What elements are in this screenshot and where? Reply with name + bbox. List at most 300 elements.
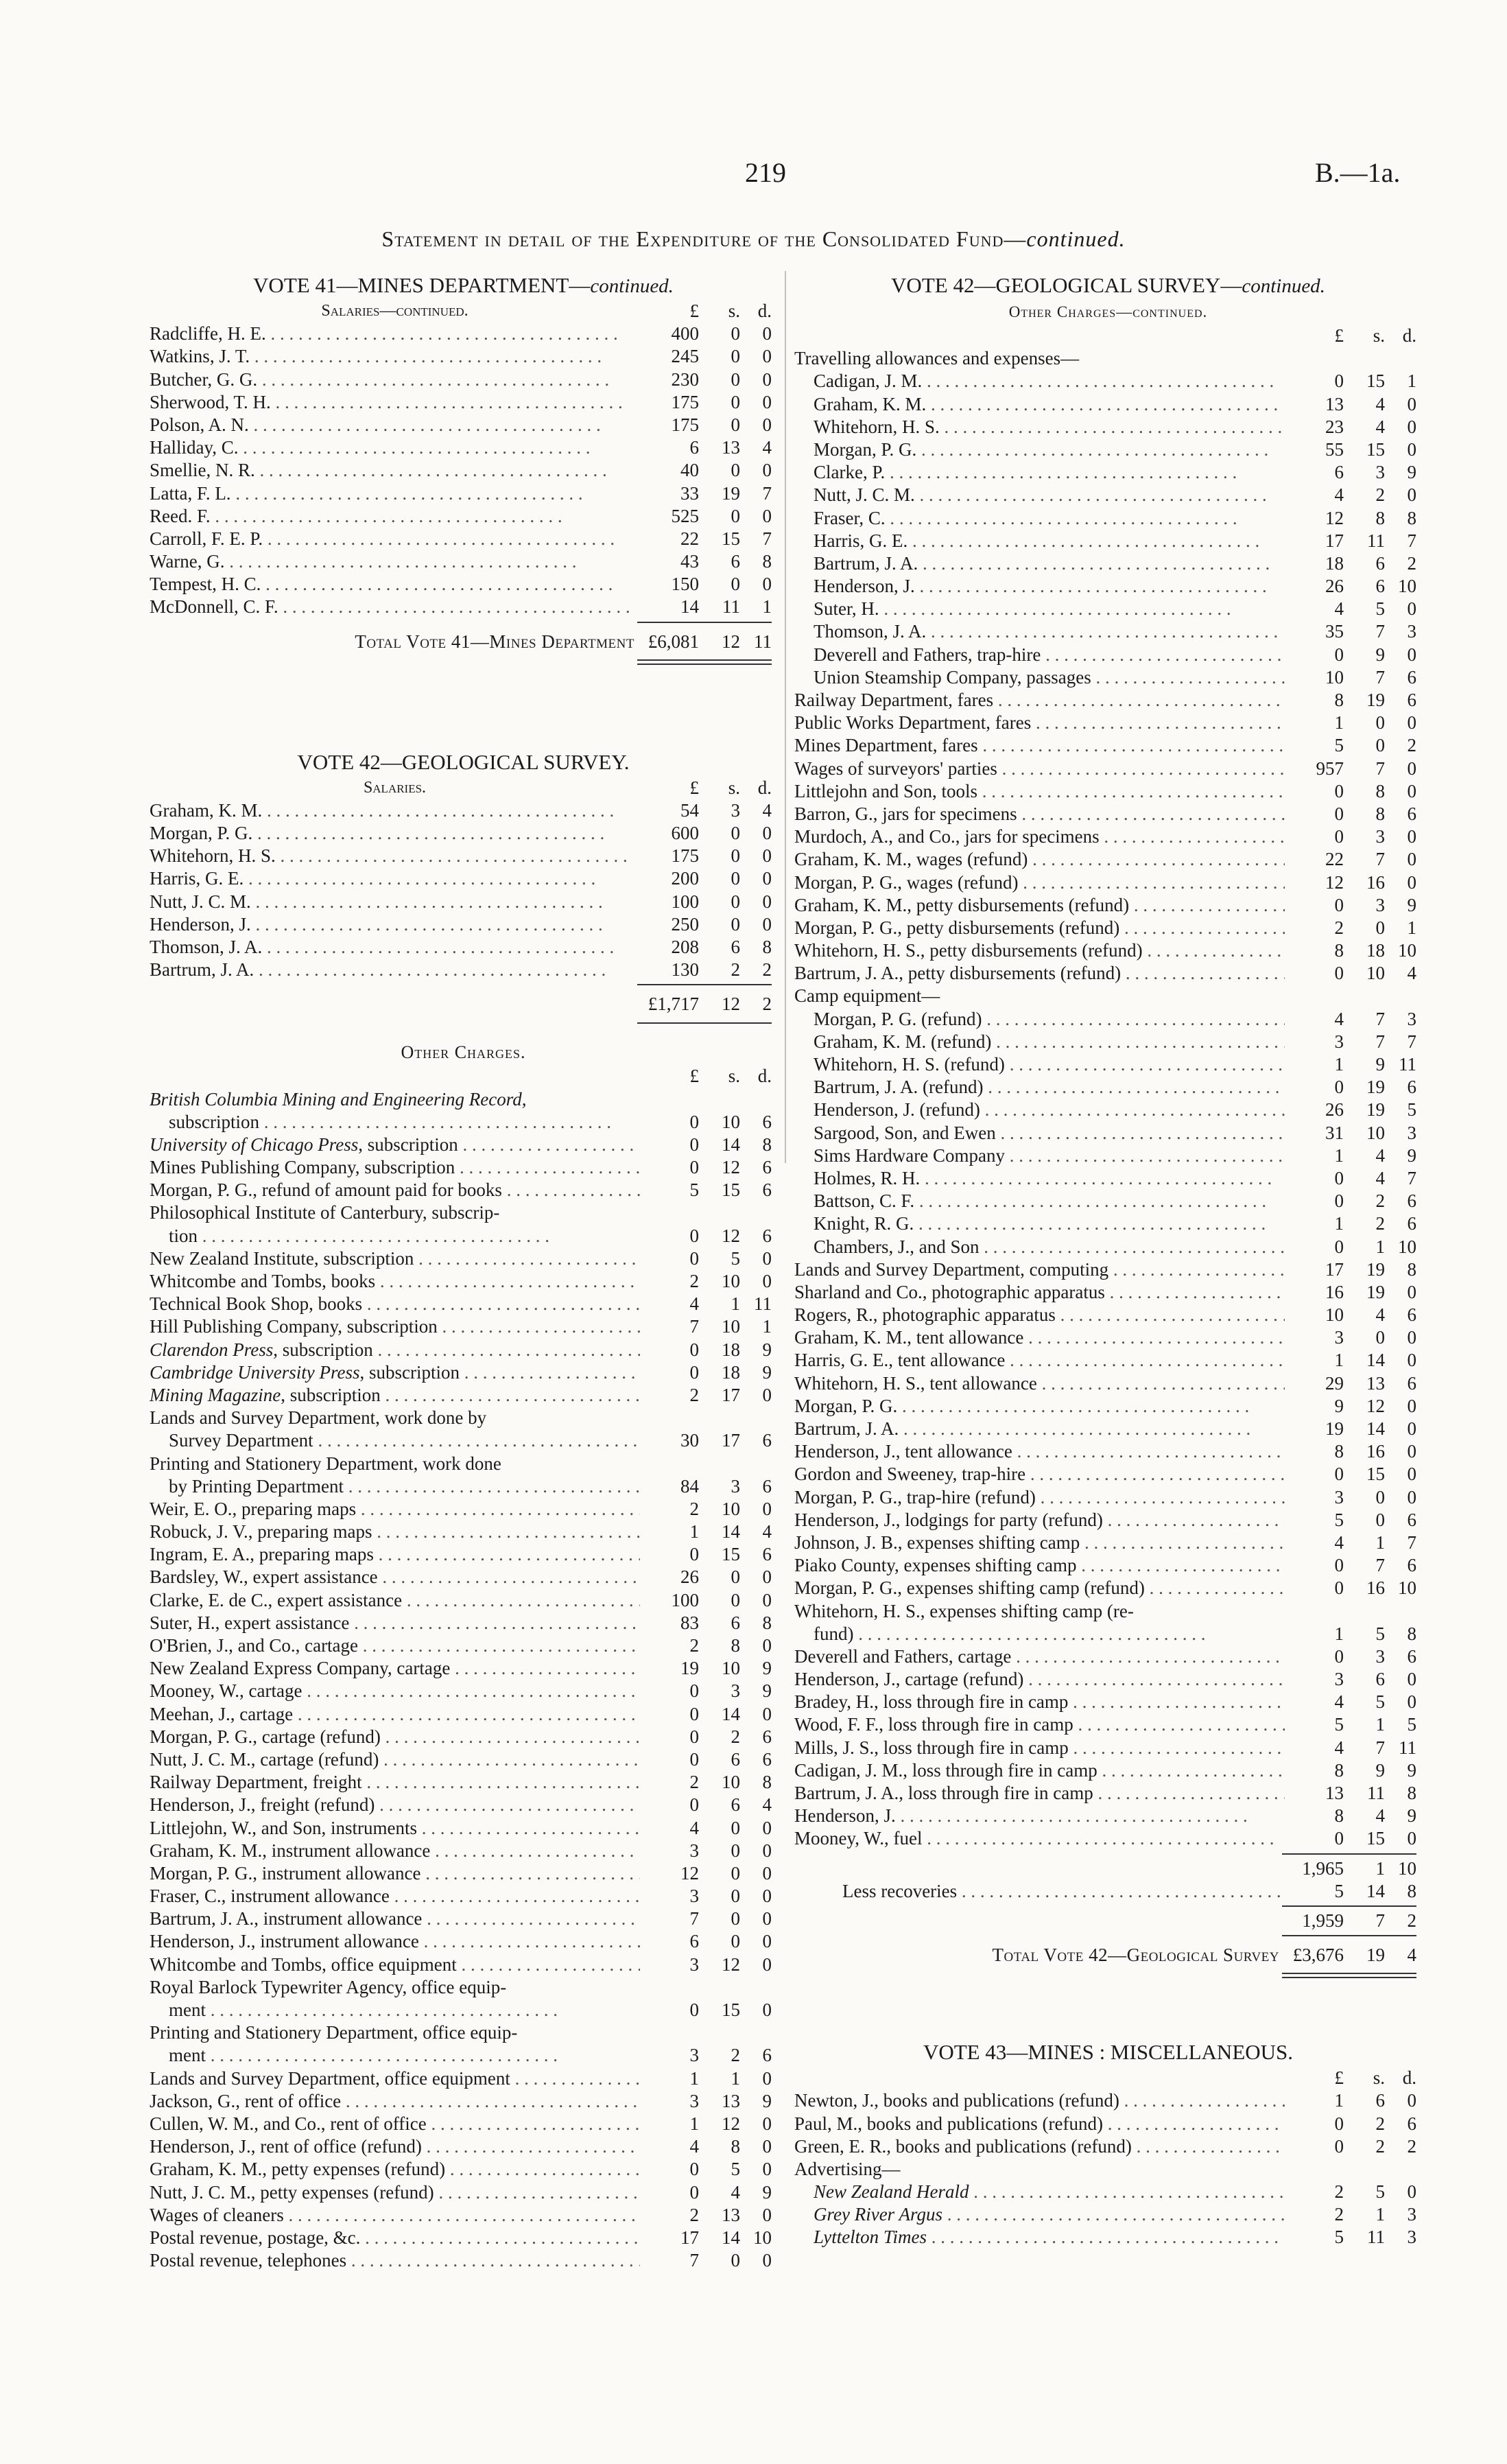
row-label (794, 848, 1285, 871)
row-pence: 0 (1407, 849, 1416, 870)
row-amount (1285, 712, 1416, 734)
table-row (794, 689, 1422, 712)
row-label (814, 370, 1285, 392)
row-amount (640, 573, 772, 596)
gross-pounds: 1,965 (1302, 1857, 1344, 1879)
row-pounds: 54 (680, 799, 699, 821)
row-name: Deverell and Fathers, trap-hire (814, 644, 1041, 665)
row-amount (640, 936, 772, 959)
row-label (814, 507, 1285, 530)
row-pounds: 10 (1325, 1304, 1344, 1326)
vote42-salary-rows (150, 799, 777, 982)
row-shillings: 0 (731, 868, 740, 889)
row-shillings: 13 (1366, 1372, 1385, 1394)
row-pounds: 2 (1334, 2181, 1344, 2203)
row-label (150, 2135, 640, 2158)
row-pounds: 0 (689, 1794, 699, 1816)
row-pence: 0 (1407, 1441, 1416, 1462)
row-amount (640, 2158, 772, 2181)
row-pence: 0 (762, 574, 772, 595)
table-row (794, 1668, 1422, 1691)
right-column (794, 271, 1422, 2249)
table-row (794, 1713, 1422, 1736)
row-name: New Zealand Express Company, cartage (150, 1658, 451, 1679)
row-pence: 0 (762, 1862, 772, 1884)
row-name: Chambers, J., and Son (814, 1236, 980, 1257)
row-pounds: 0 (689, 1339, 699, 1360)
row-amount (1285, 1326, 1416, 1349)
vote42-total-amount (1285, 1939, 1416, 1971)
shillings-heading: s. (1373, 325, 1385, 346)
row-pounds: 100 (671, 1589, 699, 1610)
table-row (150, 2067, 777, 2090)
pounds-heading: £ (1334, 2067, 1344, 2089)
row-pounds: 26 (1325, 1099, 1344, 1120)
row-label (150, 959, 640, 981)
row-shillings: 6 (731, 1748, 740, 1770)
row-amount (1285, 1827, 1416, 1850)
row-pence: 0 (762, 1999, 772, 2020)
row-amount (1285, 962, 1416, 985)
row-pence: 5 (1407, 1714, 1416, 1735)
row-shillings: 3 (1375, 1645, 1385, 1667)
row-label (150, 596, 640, 618)
row-shillings: 10 (722, 1111, 740, 1132)
row-pounds: 8 (1334, 1441, 1344, 1462)
row-label (794, 1805, 1285, 1827)
row-pence: 10 (1398, 940, 1416, 961)
row-pounds: 175 (671, 414, 699, 435)
row-pounds: 8 (1334, 1805, 1344, 1827)
row-label (814, 484, 1285, 506)
row-pence: 6 (762, 1430, 772, 1451)
net-shillings: 7 (1375, 1910, 1385, 1931)
row-pence: 6 (1407, 1555, 1416, 1576)
row-shillings: 6 (1375, 576, 1385, 597)
row-name: Morgan, P. G., petty disbursements (refund) (794, 917, 1120, 938)
row-name: Hill Publishing Company, subscription (150, 1316, 438, 1337)
row-pence: 0 (762, 1886, 772, 1907)
row-name: tion (169, 1225, 198, 1246)
row-amount (640, 2227, 772, 2249)
row-label (794, 871, 1285, 894)
table-row (150, 2090, 777, 2113)
row-pounds: 14 (680, 596, 699, 618)
net-rule-bottom (794, 1932, 1422, 1939)
row-label (794, 2113, 1285, 2135)
row-pounds: 1 (1334, 1145, 1344, 1166)
row-name: Thomson, J. A. (150, 936, 263, 957)
row-label (150, 414, 640, 436)
row-amount (1285, 917, 1416, 939)
row-shillings: 3 (731, 1475, 740, 1497)
row-pounds: 3 (689, 1886, 699, 1907)
row-pence: 0 (1407, 712, 1416, 734)
row-label (150, 891, 640, 913)
row-name: Advertising— (794, 2158, 901, 2179)
subtotal-amount (640, 988, 772, 1020)
row-label (794, 2135, 1285, 2158)
table-row (150, 1976, 777, 1999)
row-pounds: 12 (1325, 871, 1344, 893)
table-row (150, 528, 777, 550)
row-amount (1285, 484, 1416, 506)
row-name: Radcliffe, H. E. (150, 323, 266, 344)
row-pounds: 6 (689, 1931, 699, 1952)
row-pence: 2 (1407, 2135, 1416, 2157)
row-pounds: 0 (1334, 1828, 1344, 1849)
row-shillings: 19 (722, 482, 740, 504)
row-pounds: 400 (671, 323, 699, 344)
row-label (150, 1179, 640, 1201)
table-row (150, 322, 777, 345)
row-label (814, 1212, 1285, 1235)
row-amount (640, 1589, 772, 1612)
table-row (794, 644, 1422, 666)
row-shillings: 3 (1375, 894, 1385, 915)
vote43-rows (794, 2089, 1422, 2249)
row-label (794, 758, 1285, 780)
row-name: Bartrum, J. A. (814, 552, 918, 574)
row-amount (1285, 1008, 1416, 1031)
row-pounds: 10 (1325, 666, 1344, 688)
row-name: Harris, G. E., tent allowance (794, 1350, 1006, 1371)
row-amount (640, 1361, 772, 1384)
row-label (169, 1225, 640, 1247)
row-pounds: 0 (1334, 1555, 1344, 1576)
row-label (150, 1543, 640, 1566)
row-name: Littlejohn, W., and Son, instruments (150, 1817, 417, 1838)
shillings-heading: s. (728, 1066, 740, 1087)
row-name: Graham, K. M., petty expenses (refund) (150, 2159, 446, 2180)
row-amount (1285, 1053, 1416, 1076)
row-name: Butcher, G. G. (150, 368, 258, 390)
row-name: Whitehorn, H. S. (refund) (814, 1054, 1005, 1075)
row-name: Morgan, P. G. (refund) (814, 1008, 982, 1029)
row-name: Carroll, F. E. P. (150, 528, 263, 549)
row-pence: 0 (1407, 2090, 1416, 2111)
table-row (794, 1053, 1422, 1076)
lsd-heading (640, 300, 772, 322)
row-label (814, 1236, 1285, 1258)
table-row (150, 1908, 777, 1930)
row-pence: 0 (1407, 1395, 1416, 1416)
table-row (150, 459, 777, 482)
row-shillings: 3 (1375, 462, 1385, 483)
row-name: Gordon and Sweeney, trap-hire (794, 1464, 1026, 1485)
row-name: Survey Department (169, 1430, 313, 1451)
row-amount (1285, 666, 1416, 689)
row-shillings: 5 (1375, 1623, 1385, 1644)
table-row (150, 1498, 777, 1521)
row-shillings: 0 (731, 460, 740, 481)
row-name: Newton, J., books and publications (refund) (794, 2090, 1119, 2111)
row-amount (1285, 1440, 1416, 1463)
row-pounds: 3 (1334, 1031, 1344, 1052)
row-pence: 0 (762, 460, 772, 481)
row-amount (1285, 1737, 1416, 1759)
row-label (150, 1748, 640, 1771)
row-pence: 8 (762, 1612, 772, 1633)
table-row (794, 985, 1422, 1007)
row-pence: 7 (762, 482, 772, 504)
table-row (150, 505, 777, 528)
row-pence: 0 (1407, 826, 1416, 847)
row-pounds: 208 (671, 936, 699, 957)
row-pounds: 5 (689, 1180, 699, 1201)
row-pence: 0 (762, 913, 772, 935)
row-name: Meehan, J., cartage (150, 1703, 294, 1724)
row-amount (1285, 1167, 1416, 1190)
vote42-salary-subtotal (150, 988, 777, 1020)
row-pounds: 175 (671, 845, 699, 867)
row-shillings: 11 (722, 596, 740, 618)
table-row (794, 758, 1422, 780)
row-pence: 4 (762, 437, 772, 458)
row-name: Bartrum, J. A., instrument allowance (150, 1908, 423, 1929)
row-label (794, 1759, 1285, 1782)
row-amount (1285, 1212, 1416, 1235)
row-pounds: 0 (689, 2159, 699, 2180)
table-row (150, 913, 777, 936)
row-shillings: 2 (731, 1726, 740, 1747)
row-label (150, 1384, 640, 1407)
row-pounds: 3 (689, 1840, 699, 1861)
row-label (794, 712, 1285, 734)
row-label (794, 1509, 1285, 1532)
row-name: Watkins, J. T. (150, 346, 250, 367)
row-amount (640, 1794, 772, 1816)
recoveries-pence: 8 (1407, 1880, 1416, 1901)
row-shillings: 0 (1375, 1486, 1385, 1507)
row-pence: 5 (1407, 1099, 1416, 1120)
vote42-cont-sub: Other Charges—continued. (1008, 303, 1208, 320)
row-name: Nutt, J. C. M. (150, 891, 251, 912)
row-label (150, 1339, 640, 1361)
table-row (794, 2113, 1422, 2135)
table-row (794, 1145, 1422, 1167)
row-pounds: 22 (680, 528, 699, 549)
shillings-heading: s. (728, 301, 740, 321)
row-shillings: 13 (722, 2204, 740, 2225)
row-pounds: 245 (671, 346, 699, 367)
row-pounds: 13 (1325, 1783, 1344, 1803)
row-shillings: 15 (722, 1180, 740, 1201)
row-label (150, 1726, 640, 1748)
row-label (814, 575, 1285, 598)
row-pence: 9 (762, 1339, 772, 1360)
row-shillings: 10 (722, 1316, 740, 1337)
row-pounds: 16 (1325, 1281, 1344, 1302)
statement-title-text: Statement in detail of the Expenditure of the Consolidated Fund— (381, 226, 1027, 251)
row-amount (640, 959, 772, 981)
row-amount (1285, 1759, 1416, 1782)
row-shillings: 1 (1375, 1532, 1385, 1553)
table-row (794, 416, 1422, 438)
row-pence: 0 (762, 1247, 772, 1269)
row-shillings: 15 (1366, 371, 1385, 392)
row-pence: 0 (1407, 1691, 1416, 1713)
table-row (150, 959, 777, 981)
row-shillings: 0 (731, 845, 740, 867)
vote41-double-rule (150, 657, 777, 667)
vote42-net (794, 1910, 1422, 1932)
row-shillings: 12 (722, 1157, 740, 1178)
row-pence: 0 (1407, 758, 1416, 779)
table-row (150, 822, 777, 845)
table-row (794, 1623, 1422, 1645)
table-row (794, 1486, 1422, 1509)
row-pence: 8 (762, 551, 772, 572)
row-label (150, 2067, 640, 2090)
row-amount (1285, 1668, 1416, 1691)
row-shillings: 0 (731, 1567, 740, 1588)
row-pence: 0 (762, 891, 772, 912)
row-shillings: 3 (1375, 826, 1385, 847)
row-label (150, 2021, 640, 2044)
row-pounds: 17 (1325, 530, 1344, 551)
row-label (794, 1554, 1285, 1577)
row-shillings: 4 (1375, 393, 1385, 414)
row-pence: 6 (1407, 1645, 1416, 1667)
row-pounds: 7 (689, 1316, 699, 1337)
row-shillings: 14 (1366, 1350, 1385, 1371)
table-row (150, 1771, 777, 1794)
row-shillings: 0 (731, 1817, 740, 1838)
row-name: McDonnell, C. F. (150, 596, 278, 618)
row-pounds: 4 (1334, 1737, 1344, 1758)
row-pence: 6 (762, 1225, 772, 1246)
row-pence: 6 (762, 1157, 772, 1178)
row-amount (1285, 2203, 1416, 2226)
row-amount (1285, 1236, 1416, 1258)
row-label (794, 894, 1285, 917)
table-row (150, 1657, 777, 1680)
row-label (150, 2090, 640, 2113)
row-shillings: 10 (722, 1772, 740, 1793)
row-amount (640, 1111, 772, 1134)
row-pounds: 100 (671, 891, 699, 912)
row-amount (1285, 1645, 1416, 1668)
row-label (794, 1258, 1285, 1281)
row-pounds: 4 (689, 1293, 699, 1315)
subtotal-shillings: 12 (722, 994, 740, 1015)
row-pounds: 1 (1334, 1350, 1344, 1371)
row-shillings: 18 (722, 1339, 740, 1360)
row-pounds: 130 (671, 959, 699, 981)
row-label (150, 1680, 640, 1702)
total-shillings: 19 (1366, 1945, 1385, 1966)
shillings-heading: s. (1373, 2067, 1385, 2089)
row-pence: 9 (1407, 1759, 1416, 1781)
row-name: Whitehorn, H. S., tent allowance (794, 1372, 1037, 1394)
table-row (794, 1805, 1422, 1827)
row-amount (640, 1315, 772, 1338)
row-pounds: 3 (689, 2090, 699, 2111)
row-pounds: 22 (1325, 849, 1344, 870)
table-row (150, 1315, 777, 1338)
table-row (150, 2227, 777, 2249)
row-name: Wages of cleaners (150, 2204, 284, 2225)
row-shillings: 7 (1375, 666, 1385, 688)
row-pounds: 2 (1334, 917, 1344, 938)
row-name: Morgan, P. G., cartage (refund) (150, 1726, 381, 1747)
row-pence: 0 (1407, 871, 1416, 893)
row-label (150, 936, 640, 959)
row-label (150, 322, 640, 345)
row-amount (640, 1930, 772, 1953)
row-amount (640, 596, 772, 618)
row-shillings: 4 (1375, 1167, 1385, 1188)
table-row (794, 917, 1422, 939)
row-name: ment (169, 2045, 206, 2066)
row-amount (1285, 1395, 1416, 1418)
table-row (150, 436, 777, 459)
gross-shillings: 1 (1375, 1857, 1385, 1879)
row-amount (640, 1247, 772, 1270)
row-pence: 0 (1407, 1350, 1416, 1371)
table-row (794, 848, 1422, 871)
row-name: Railway Department, freight (150, 1772, 362, 1793)
row-name: Halliday, C. (150, 437, 239, 458)
row-shillings: 15 (722, 1544, 740, 1565)
row-pence: 6 (1407, 1190, 1416, 1212)
row-name: Mooney, W., cartage (150, 1680, 302, 1702)
row-shillings: 9 (1375, 1054, 1385, 1075)
vote41-title-text: VOTE 41—MINES DEPARTMENT— (253, 273, 591, 297)
row-label (169, 1475, 640, 1498)
row-amount (640, 2113, 772, 2135)
row-pounds: 0 (689, 2181, 699, 2203)
table-row (150, 867, 777, 890)
vote42-sub-label: Salaries. (363, 778, 427, 797)
gross-pence: 10 (1398, 1857, 1416, 1879)
row-pence: 6 (762, 1726, 772, 1747)
row-pounds: 3 (1334, 1669, 1344, 1690)
net-amount (1285, 1910, 1416, 1932)
row-name: Latta, F. L. (150, 482, 231, 504)
row-amount (1285, 416, 1416, 438)
row-pence: 0 (762, 1498, 772, 1519)
row-name: Whitcombe and Tombs, books (150, 1271, 376, 1291)
row-label (150, 345, 640, 368)
pence-heading: d. (757, 1066, 772, 1087)
row-pence: 9 (762, 1361, 772, 1383)
row-shillings: 16 (1366, 1577, 1385, 1599)
table-row (150, 2249, 777, 2272)
row-pence: 7 (1407, 530, 1416, 551)
row-amount (1285, 1713, 1416, 1736)
row-pounds: 23 (1325, 416, 1344, 437)
row-amount (640, 482, 772, 505)
row-pounds: 3 (689, 2045, 699, 2066)
row-pence: 0 (762, 2250, 772, 2271)
pence-heading: d. (1402, 2067, 1416, 2089)
row-pounds: 175 (671, 391, 699, 412)
row-label (814, 1053, 1285, 1076)
table-row (150, 1247, 777, 1270)
row-pence: 0 (762, 1271, 772, 1291)
row-pounds: 5 (1334, 1714, 1344, 1735)
vote41-total-amount (640, 626, 772, 657)
row-name: O'Brien, J., and Co., cartage (150, 1635, 359, 1656)
row-shillings: 8 (1375, 780, 1385, 801)
shillings-heading: s. (728, 777, 740, 798)
row-name: Mooney, W., fuel (794, 1828, 923, 1849)
row-name: Green, E. R., books and publications (refund) (794, 2135, 1132, 2157)
row-pence: 1 (1407, 371, 1416, 392)
row-name: Whitehorn, H. S., expenses shifting camp (re- (794, 1600, 1134, 1621)
